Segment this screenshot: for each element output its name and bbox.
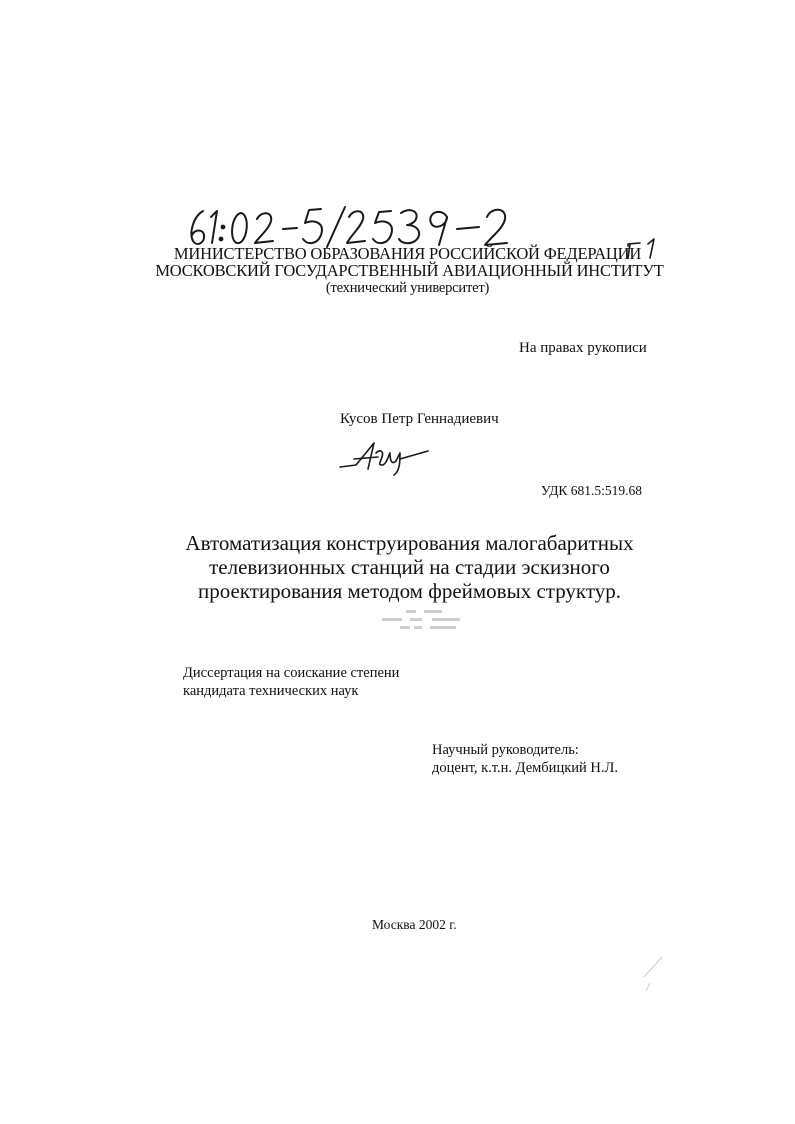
institution-header (0, 245, 795, 297)
supervisor-label: Научный руководитель: (432, 742, 579, 758)
handwritten-archive-code (185, 203, 525, 249)
scan-artifact (640, 955, 670, 995)
manuscript-rights-note: На правах рукописи (519, 340, 647, 356)
faint-library-stamp (380, 608, 480, 638)
dissertation-title (0, 531, 795, 603)
udk-code: УДК 681.5:519.68 (541, 483, 643, 498)
scientific-supervisor (432, 741, 618, 777)
author-signature (334, 437, 434, 477)
degree-line: кандидата технических наук (183, 683, 359, 699)
supervisor-name: доцент, к.т.н. Дембицкий Н.Л. (432, 760, 618, 776)
institute-name: МОСКОВСКИЙ ГОСУДАРСТВЕННЫЙ АВИАЦИОННЫЙ ИНСТИТУТ (155, 261, 664, 280)
title-line: телевизионных станций на стадии эскизного (209, 555, 610, 579)
author-name: Кусов Петр Геннадиевич (340, 411, 499, 427)
university-note: (технический университет) (325, 280, 490, 296)
city-year: Москва 2002 г. (372, 917, 457, 932)
title-line: проектирования методом фреймовых структур. (197, 579, 621, 603)
ministry-name: МИНИСТЕРСТВО ОБРАЗОВАНИЯ РОССИЙСКОЙ ФЕДЕРАЦИИ (173, 244, 642, 263)
title-line: Автоматизация конструирования малогабаритных (185, 531, 634, 555)
degree-statement (183, 664, 399, 700)
degree-line: Диссертация на соискание степени (183, 665, 400, 681)
